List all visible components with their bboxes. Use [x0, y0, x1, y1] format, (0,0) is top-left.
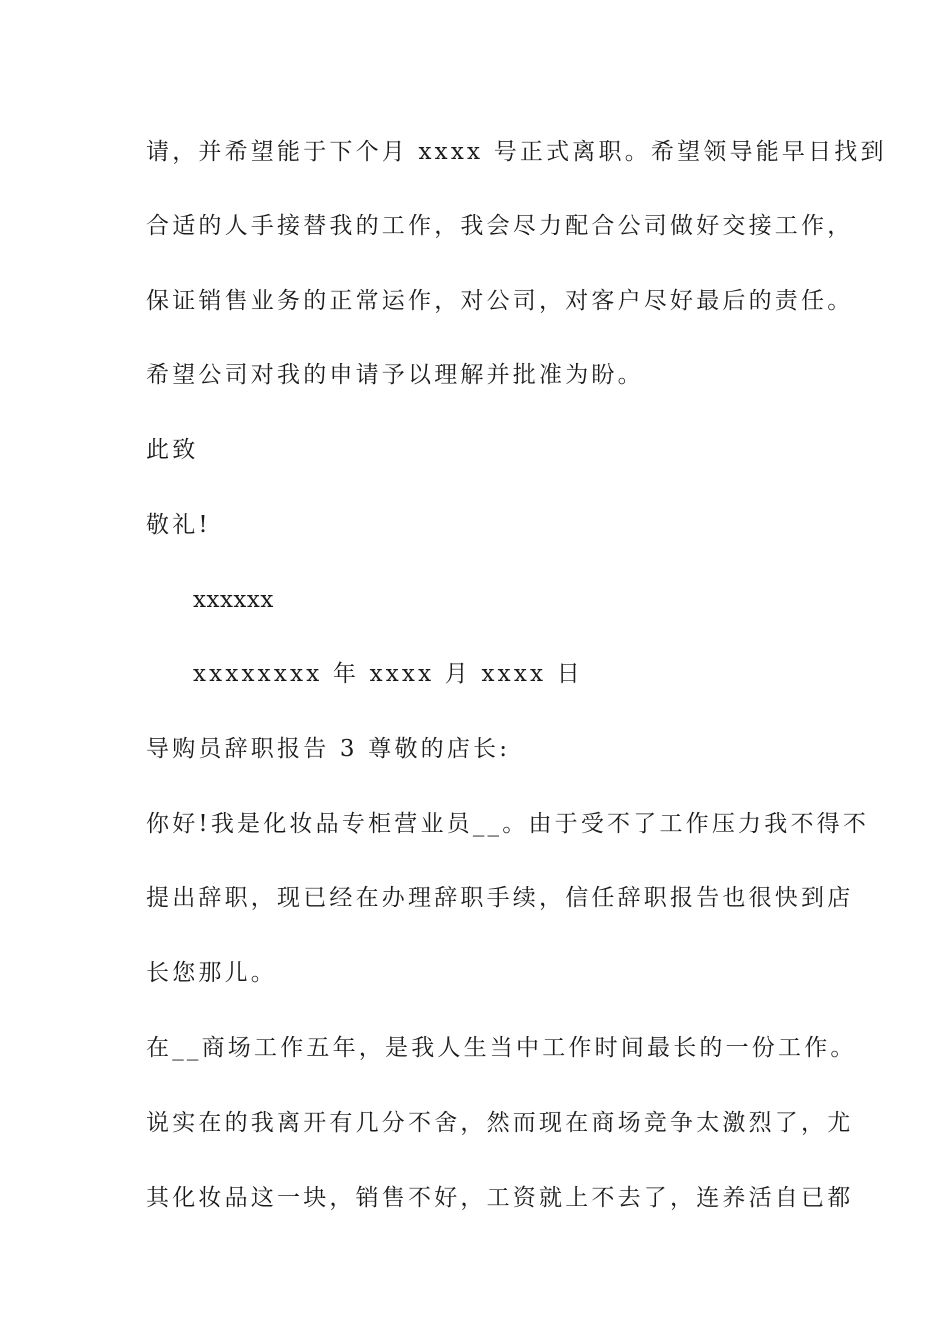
- signature-name: xxxxxx: [193, 587, 274, 613]
- paragraph-line: 在__商场工作五年，是我人生当中工作时间最长的一份工作。: [146, 1035, 857, 1061]
- paragraph-line: 合适的人手接替我的工作，我会尽力配合公司做好交接工作，: [146, 213, 854, 239]
- section-heading: 导购员辞职报告 3 尊敬的店长:: [146, 736, 511, 762]
- signature-date: xxxxxxxx 年 xxxx 月 xxxx 日: [193, 661, 583, 687]
- paragraph-line: 提出辞职，现已经在办理辞职手续，信任辞职报告也很快到店: [146, 885, 854, 911]
- paragraph-line: 长您那儿。: [146, 960, 277, 986]
- closing-regards: 敬礼!: [146, 512, 211, 538]
- paragraph-line: 希望公司对我的申请予以理解并批准为盼。: [146, 362, 644, 388]
- paragraph-line: 保证销售业务的正常运作，对公司，对客户尽好最后的责任。: [146, 288, 854, 314]
- paragraph-line: 说实在的我离开有几分不舍，然而现在商场竞争太激烈了，尤: [146, 1110, 854, 1136]
- paragraph-line: 请，并希望能于下个月 xxxx 号正式离职。希望领导能早日找到: [146, 139, 887, 165]
- paragraph-line: 你好!我是化妆品专柜营业员__。由于受不了工作压力我不得不: [146, 811, 870, 837]
- closing-salutation: 此致: [146, 437, 199, 463]
- paragraph-line: 其化妆品这一块，销售不好，工资就上不去了，连养活自已都: [146, 1185, 854, 1211]
